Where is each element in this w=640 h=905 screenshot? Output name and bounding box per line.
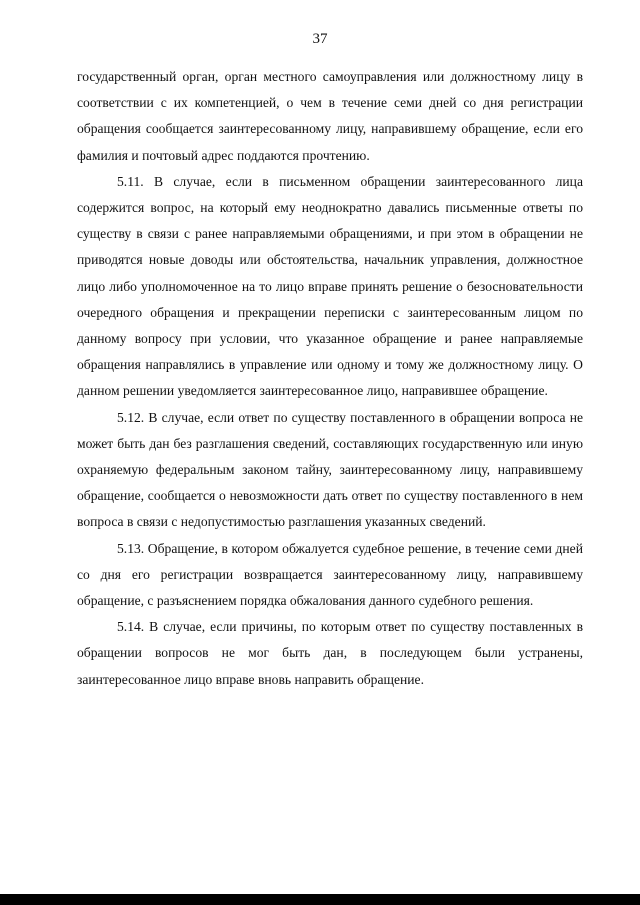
paragraph-5-14: 5.14. В случае, если причины, по которым ответ по существу поставленных в обращении вопросов не мог быть дан, в последующем были устранены, заинтересованное лицо вправе вновь направить обращение.: [77, 619, 583, 687]
paragraph-5-13: 5.13. Обращение, в котором обжалуется судебное решение, в течение семи дней со дня его регистрации возвращается заинтересованному лицу, направившему обращение, с разъяснением порядка обжалования данного судебного решения.: [77, 540, 583, 609]
document-body: [77, 64, 583, 693]
paragraph-5-11: 5.11. В случае, если в письменном обращении заинтересованного лица содержится вопрос, на который ему неоднократно давались письменные ответы по существу в связи с ранее направляемыми обращениями, и при этом в обращении не приводятся новые доводы или обстоятельства, начальник управления, должностное лицо либо уполномоченное на то лицо вправе принять решение о безосновательности очередного обращения и прекращении переписки с заинтересованным лицом по данному вопросу при условии, что указанное обращение и ранее направляемые обращения направлялись в управление или одному и тому же должностному лицу. О данном решении уведомляется заинтересованное лицо, направившее обращение.: [77, 173, 583, 399]
paragraph-5-12: 5.12. В случае, если ответ по существу поставленного в обращении вопроса не может быть дан без разглашения сведений, составляющих государственную или иную охраняемую федеральным законом тайну, заинтересованному лицу, направившему обращение, сообщается о невозможности дать ответ по существу поставленного в нем вопроса в связи с недопустимостью разглашения указанных сведений.: [77, 409, 583, 530]
page-number: 37: [312, 31, 328, 47]
scan-edge-bar: [0, 894, 640, 905]
paragraph-continuation: государственный орган, орган местного самоуправления или должностному лицу в соответствии с их компетенцией, о чем в течение семи дней со дня регистрации обращения сообщается заинтересованному лицу, направившему обращение, если его фамилия и почтовый адрес поддаются прочтению.: [77, 69, 583, 163]
